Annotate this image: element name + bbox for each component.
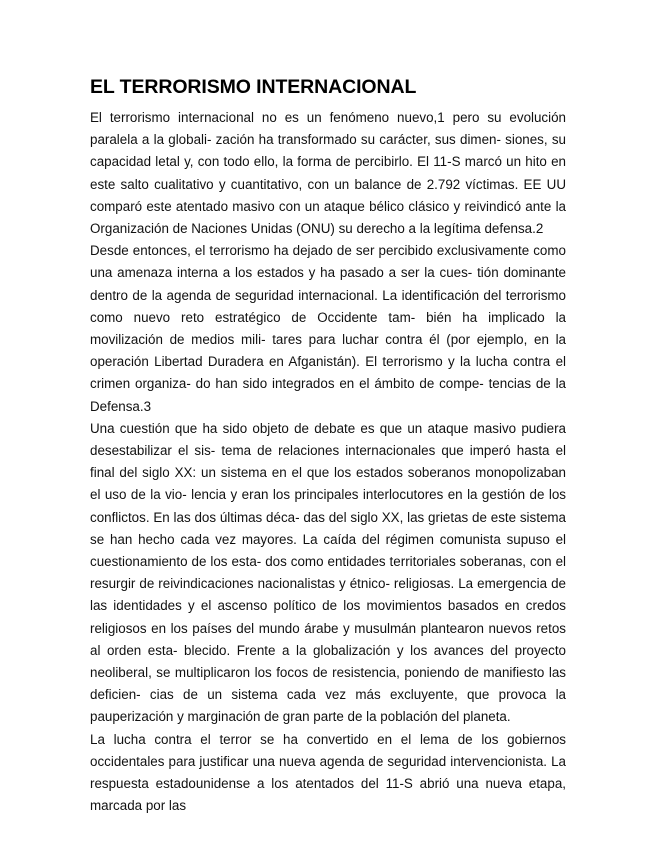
paragraph-4: La lucha contra el terror se ha convertido en el lema de los gobiernos occidentales para justificar una nueva agenda de seguridad intervencionista. La respuesta estadounidense a los atentados del 11-S abrió una nueva etapa, marcada por las <box>90 731 566 814</box>
paragraph-2: Desde entonces, el terrorismo ha dejado de ser percibido exclusivamente como una amenaza interna a los estados y ha pasado a ser la cues- tión dominante dentro de la agenda de seguridad internacional. La identificación del terrorismo como nuevo reto estratégico de Occidente tam- bién ha implicado la movilización de medios mili- tares para luchar contra él (por ejemplo, en la operación Libertad Duradera en Afganistán). El terrorismo y la lucha contra el crimen organiza- do han sido integrados en el ámbito de compe- tencias de la Defensa.3 <box>90 243 566 414</box>
document-page <box>90 75 566 818</box>
paragraph-3: Una cuestión que ha sido objeto de debate es que un ataque masivo pudiera desestabilizar el sis- tema de relaciones internacionales que imperó hasta el final del siglo XX: un sistema en el que los estados soberanos monopolizaban el uso de la vio- lencia y eran los principales interlocutores en la gestión de los conflictos. En las dos últimas déca- das del siglo XX, las grietas de este sistema se han hecho cada vez mayores. La caída del régimen comunista supuso el cuestionamiento de los esta- dos como entidades territoriales soberanas, con el resurgir de reivindicaciones nacionalistas y étnico- religiosas. La emergencia de las identidades y el ascenso político de los movimientos basados en credos religiosos en los países del mundo árabe y musulmán plantearon nuevos retos al orden esta- blecido. Frente a la globalización y los avances del proyecto neoliberal, se multiplicaron los focos de resistencia, poniendo de manifiesto las deficien- cias de un sistema cada vez más excluyente, que provoca la pauperización y marginación de gran parte de la población del planeta. <box>90 420 566 725</box>
document-title: EL TERRORISMO INTERNACIONAL <box>90 76 417 98</box>
paragraph-1: El terrorismo internacional no es un fenómeno nuevo,1 pero su evolución paralela a la globali- zación ha transformado su carácter, sus dimen- siones, su capacidad letal y, con todo ello, la forma de percibirlo. El 11-S marcó un hito en este salto cualitativo y cuantitativo, con un balance de 2.792 víctimas. EE UU comparó este atentado masivo con un ataque bélico clásico y reivindicó ante la Organización de Naciones Unidas (ONU) su derecho a la legítima defensa.2 <box>90 110 566 237</box>
